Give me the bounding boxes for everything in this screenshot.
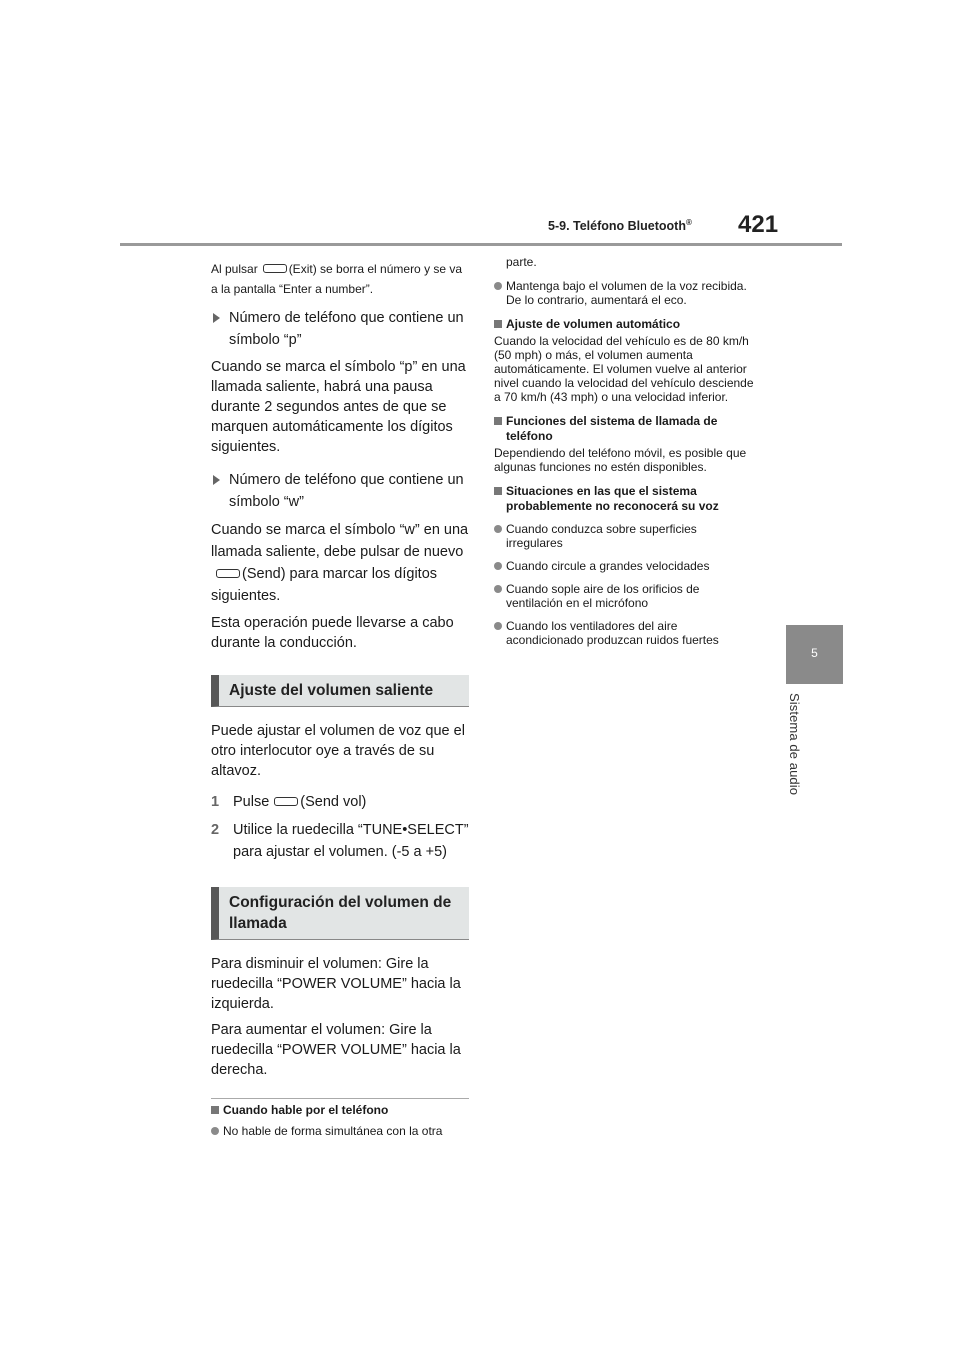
triangle-bullet-icon — [213, 475, 220, 485]
section2-body2: Para aumentar el volumen: Gire la ruedecilla “POWER VOLUME” hacia la derecha. — [211, 1022, 461, 1078]
note3-body: Dependiendo del teléfono móvil, es posible que algunas funciones no estén disponibles. — [494, 446, 747, 474]
right-column — [494, 255, 756, 647]
note2-title: Ajuste de volumen automático — [494, 317, 756, 332]
section2-body1: Para disminuir el volumen: Gire la ruedecilla “POWER VOLUME” hacia la izquierda. — [211, 956, 461, 1012]
square-bullet-icon — [211, 1106, 219, 1114]
note4-title: Situaciones en las que el sistema probablemente no reconocerá su voz — [494, 484, 756, 514]
circle-bullet-icon — [494, 622, 502, 630]
chapter-number: 5 — [811, 646, 818, 660]
step-2: 2 Utilice la ruedecilla “TUNE•SELECT” para ajustar el volumen. (-5 a +5) — [211, 819, 469, 863]
list-item: Cuando los ventiladores del aire acondicionado produzcan ruidos fuertes — [494, 619, 756, 647]
intro-text: Al pulsar (Exit) se borra el número y se va a la pantalla “Enter a number”. — [211, 262, 463, 296]
bullet-p-body: Cuando se marca el símbolo “p” en una llamada saliente, habrá una pausa durante 2 segundos antes de que se marquen automáticamente los dígitos siguientes. — [211, 359, 466, 455]
note1-item1-end: parte. — [506, 255, 537, 269]
step-1: 1 Pulse (Send vol) — [211, 791, 469, 813]
chapter-title: Sistema de audio — [787, 693, 802, 796]
page-number: 421 — [738, 211, 779, 238]
note1-title: Cuando hable por el teléfono — [211, 1103, 469, 1118]
exit-button-icon — [263, 264, 287, 273]
left-column — [211, 259, 469, 1138]
section1-body: Puede ajustar el volumen de voz que el otro interlocutor oye a través de su altavoz. — [211, 723, 465, 779]
circle-bullet-icon — [494, 282, 502, 290]
circle-bullet-icon — [211, 1127, 219, 1135]
list-item: Cuando circule a grandes velocidades — [494, 559, 756, 573]
list-item: Cuando sople aire de los orificios de ventilación en el micrófono — [494, 582, 756, 610]
send-vol-button-icon — [274, 797, 298, 806]
header-rule — [120, 243, 842, 246]
step-number: 1 — [211, 794, 220, 810]
step-number: 2 — [211, 822, 220, 838]
section-heading-outgoing-volume: Ajuste del volumen saliente — [211, 675, 469, 707]
bullet-w-body: Cuando se marca el símbolo “w” en una llamada saliente, debe pulsar de nuevo(Send) para marcar los dígitos siguientes. — [211, 522, 469, 604]
note2-body: Cuando la velocidad del vehículo es de 80 km/h (50 mph) o más, el volumen aumenta automáticamente. El volumen vuelve al anterior nivel cuando la velocidad del vehículo desciende a 70 km/h (43 mph) o una velocidad inferior. — [494, 334, 754, 404]
bullet-p-title: Número de teléfono que contiene un símbolo “p” — [211, 307, 469, 351]
send-button-icon — [216, 569, 240, 578]
square-bullet-icon — [494, 487, 502, 495]
note1-item2: Mantenga bajo el volumen de la voz recibida. De lo contrario, aumentará el eco. — [494, 279, 756, 307]
section-title: 5-9. Teléfono Bluetooth® — [548, 218, 692, 234]
registered-mark: ® — [685, 218, 692, 227]
square-bullet-icon — [494, 320, 502, 328]
list-item: Cuando conduzca sobre superficies irregulares — [494, 522, 756, 550]
note1-item1-start: No hable de forma simultánea con la otra — [211, 1124, 469, 1138]
circle-bullet-icon — [494, 562, 502, 570]
bullet-w-body2: Esta operación puede llevarse a cabo durante la conducción. — [211, 615, 454, 651]
section-heading-call-volume: Configuración del volumen de llamada — [211, 887, 469, 940]
square-bullet-icon — [494, 417, 502, 425]
bullet-w-title: Número de teléfono que contiene un símbolo “w” — [211, 469, 469, 513]
note3-title: Funciones del sistema de llamada de teléfono — [494, 414, 756, 444]
chapter-tab — [786, 625, 843, 684]
note-divider — [211, 1098, 469, 1099]
triangle-bullet-icon — [213, 313, 220, 323]
circle-bullet-icon — [494, 525, 502, 533]
circle-bullet-icon — [494, 585, 502, 593]
